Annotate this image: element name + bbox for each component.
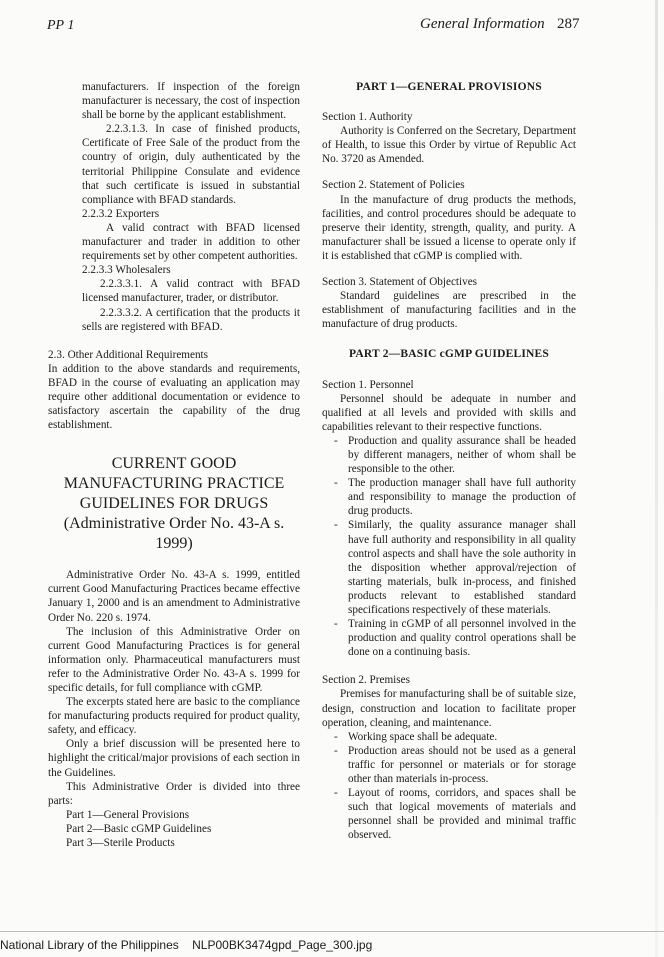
paragraph: Standard guidelines are prescribed in the establishment of manufacturing facilities and in the manufacture of drug products. bbox=[322, 290, 576, 331]
paragraph: Personnel should be adequate in number and qualified at all levels and provided with skills and capabilities relevant to their respective functions. bbox=[322, 392, 576, 433]
part1-title: PART 1—GENERAL PROVISIONS bbox=[356, 81, 542, 93]
paragraph: manufacturers. If inspection of the foreign manufacturer is necessary, the cost of inspection shall be borne by the applicant establishment. bbox=[82, 81, 300, 122]
parts-list bbox=[48, 808, 300, 850]
paragraph: 2.2.3.3.2. A certification that the products it sells are registered with BFAD. bbox=[82, 306, 300, 333]
list-item: Part 2—Basic cGMP Guidelines bbox=[66, 822, 212, 835]
title-line: GUIDELINES FOR DRUGS bbox=[79, 495, 269, 513]
page-edge-shadow bbox=[655, 0, 658, 957]
section-heading: Section 2. Statement of Policies bbox=[322, 179, 465, 192]
footer-library: National Library of the Philippines bbox=[0, 938, 179, 952]
paragraph: Authority is Conferred on the Secretary, Department of Health, to issue this Order by virtue of Republic Act No. 3720 as Amended. bbox=[322, 125, 576, 166]
section-heading: Section 1. Authority bbox=[322, 111, 413, 124]
list-item: - The production manager shall have full authority and responsibility to manage the production of drug products. bbox=[322, 476, 576, 518]
premises-list bbox=[322, 730, 576, 843]
paragraph: A valid contract with BFAD licensed manufacturer and trader in addition to other requirements set by other competent authorities. bbox=[82, 221, 300, 263]
subheading-wholesalers: 2.2.3.3 Wholesalers bbox=[82, 264, 171, 277]
running-head-left: PP 1 bbox=[47, 18, 75, 33]
title-line: CURRENT GOOD bbox=[111, 455, 237, 473]
list-item: - Layout of rooms, corridors, and spaces shall be such that logical movements of materials and personnel shall be provided and minimal traffic observed. bbox=[322, 786, 576, 842]
footer bbox=[0, 938, 372, 952]
list-item: - Training in cGMP of all personnel involved in the production and quality control operations shall be done on a continuing basis. bbox=[322, 617, 576, 659]
paragraph: This Administrative Order is divided into three parts: bbox=[48, 780, 300, 807]
paragraph: Premises for manufacturing shall be of suitable size, design, construction and location to facilitate proper operation, cleaning, and maintenance. bbox=[322, 688, 576, 729]
subheading-other-requirements: 2.3. Other Additional Requirements bbox=[48, 348, 209, 361]
list-item: - Similarly, the quality assurance manager shall have full authority and responsibility in all quality control aspects and shall have the sole authority in the disposition whether approval/rejection of starting materials, bulk in-process, and finished products relevant to established standard specifications respectively of these materials. bbox=[322, 518, 576, 617]
footer-filename: NLP00BK3474gpd_Page_300.jpg bbox=[192, 938, 373, 952]
page-number: 287 bbox=[557, 16, 580, 32]
personnel-list bbox=[322, 434, 576, 660]
paragraph: In addition to the above standards and requirements, BFAD in the course of evaluating an application may require other additional documentation or evidence to satisfactory ascertain the capability of the drug establishment. bbox=[48, 362, 300, 432]
paragraph: 2.2.3.1.3. In case of finished products, Certificate of Free Sale of the product from the country of origin, duly authenticated by the territorial Philippine Consulate and evidence that such certificate is issued in substantial compliance with BFAD standards. bbox=[82, 123, 300, 206]
footer-divider bbox=[0, 931, 664, 932]
paragraph: The inclusion of this Administrative Order on current Good Manufacturing Practices is for general information only. Pharmaceutical manufacturers must refer to the Administrative Order No. 43-A s. 1999 for specific details, for full compliance with cGMP. bbox=[48, 625, 300, 694]
running-head-title: General Information bbox=[420, 16, 545, 32]
list-item: - Production and quality assurance shall be headed by different managers, neither of whom shall be responsible to the other. bbox=[322, 434, 576, 476]
title-line: MANUFACTURING PRACTICE bbox=[63, 475, 285, 493]
section-heading: Section 2. Premises bbox=[322, 674, 410, 687]
section-heading: Section 3. Statement of Objectives bbox=[322, 276, 478, 289]
section-title bbox=[48, 454, 300, 554]
paragraph: Administrative Order No. 43-A s. 1999, entitled current Good Manufacturing Practices became effective January 1, 2000 and is an amendment to Administrative Order No. 220 s. 1974. bbox=[48, 569, 300, 624]
paragraph: Only a brief discussion will be presented here to highlight the critical/major provisions of each section in the Guidelines. bbox=[48, 738, 300, 779]
left-column bbox=[48, 80, 300, 850]
part2-title: PART 2—BASIC cGMP GUIDELINES bbox=[349, 348, 549, 361]
paragraph: In the manufacture of drug products the methods, facilities, and control procedures should be adequate to preserve their identity, strength, quality, and purity. A manufacturer shall be issued a license to operate only if it is established that cGMP is complied with. bbox=[322, 193, 576, 262]
section-heading: Section 1. Personnel bbox=[322, 378, 414, 391]
paragraph: 2.2.3.3.1. A valid contract with BFAD licensed manufacturer, trader, or distributor. bbox=[82, 278, 300, 305]
title-line: (Administrative Order No. 43-A s. 1999) bbox=[63, 515, 285, 553]
list-item: - Production areas should not be used as a general traffic for personnel or materials or for storage other than materials in-process. bbox=[322, 744, 576, 786]
right-column bbox=[322, 80, 576, 843]
list-item: Part 3—Sterile Products bbox=[66, 837, 175, 850]
list-item: - Working space shall be adequate. bbox=[322, 730, 576, 744]
list-item: Part 1—General Provisions bbox=[66, 808, 190, 821]
paragraph: The excerpts stated here are basic to the compliance for manufacturing products required for product quality, safety, and efficacy. bbox=[48, 696, 300, 737]
subheading-exporters: 2.2.3.2 Exporters bbox=[82, 207, 160, 220]
